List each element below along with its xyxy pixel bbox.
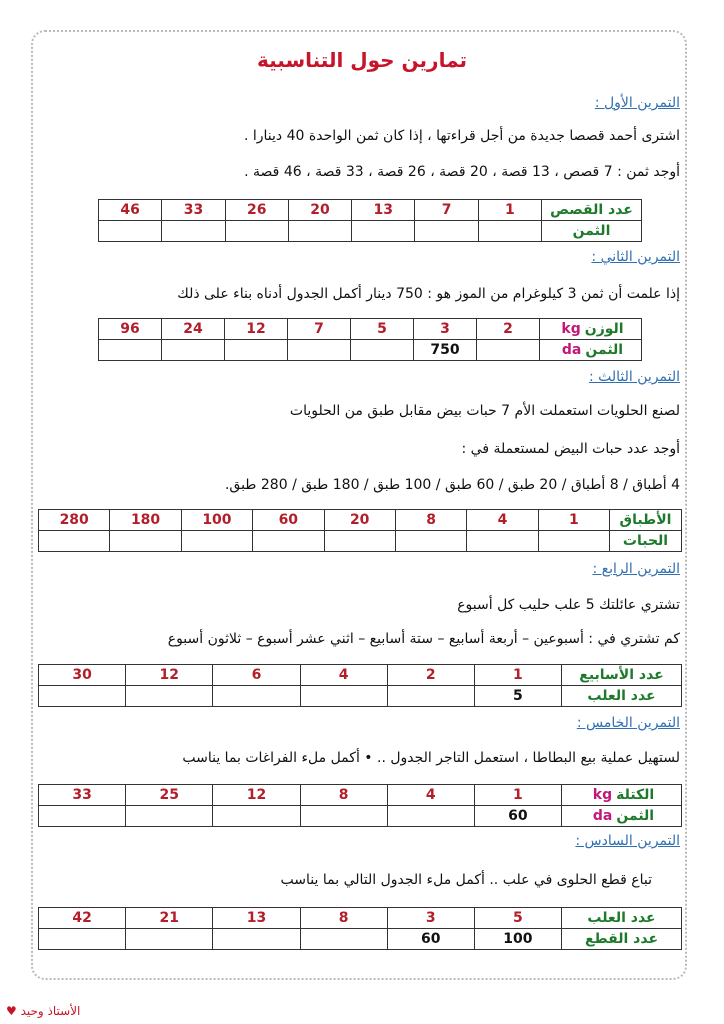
- table-cell: 1: [538, 510, 609, 531]
- exercise-4-heading: التمرين الرابع :: [592, 561, 680, 577]
- table-cell: 2: [387, 665, 474, 686]
- unit-label: da: [561, 342, 582, 358]
- table-cell: 100: [474, 929, 561, 950]
- teacher-signature: الأستاذ وحيد ♥: [6, 1004, 81, 1018]
- table-row: [39, 510, 682, 531]
- exercise-3-text-1: لصنع الحلويات استعملت الأم 7 حبات بيض مقابل طبق من الحلويات: [289, 403, 680, 419]
- table-cell: 12: [213, 785, 300, 806]
- exercise-1-heading: التمرين الأول :: [594, 95, 680, 111]
- table-cell: 25: [126, 785, 213, 806]
- unit-label: da: [592, 808, 613, 824]
- table-cell: 1: [474, 785, 561, 806]
- table-cell: 12: [225, 319, 288, 340]
- table-cell[interactable]: [351, 340, 414, 361]
- table-row: [99, 200, 642, 221]
- table-cell: 20: [324, 510, 395, 531]
- row-label: [562, 806, 682, 827]
- table-cell: 1: [474, 665, 561, 686]
- unit-label: kg: [592, 787, 613, 803]
- table-cell: 6: [213, 665, 300, 686]
- table-row: [39, 785, 682, 806]
- table-row: [39, 929, 682, 950]
- table-cell[interactable]: [477, 340, 540, 361]
- table-cell[interactable]: [288, 221, 351, 242]
- row-label: [562, 665, 682, 686]
- table-cell: 30: [39, 665, 126, 686]
- exercise-3-heading: التمرين الثالث :: [588, 369, 680, 385]
- row-label-text: عدد العلب: [587, 688, 656, 704]
- table-cell: 100: [181, 510, 252, 531]
- table-cell[interactable]: [99, 340, 162, 361]
- table-cell[interactable]: [352, 221, 415, 242]
- table-cell: 8: [300, 908, 387, 929]
- table-cell[interactable]: [126, 686, 213, 707]
- exercise-6-table: [38, 907, 682, 950]
- exercise-3-text-3: 4 أطباق / 8 أطباق / 20 طبق / 60 طبق / 100 طبق / 180 طبق / 280 طبق.: [224, 477, 680, 493]
- table-cell: 96: [99, 319, 162, 340]
- row-label-text: عدد الأسابيع: [579, 667, 664, 683]
- table-cell[interactable]: [288, 340, 351, 361]
- table-cell: 5: [351, 319, 414, 340]
- table-cell[interactable]: [300, 686, 387, 707]
- table-cell[interactable]: [126, 929, 213, 950]
- table-cell[interactable]: [395, 531, 466, 552]
- table-cell[interactable]: [162, 340, 225, 361]
- table-cell: 4: [467, 510, 538, 531]
- row-label: [562, 929, 682, 950]
- row-label-text: عدد القصص: [550, 202, 633, 218]
- table-cell: 7: [288, 319, 351, 340]
- exercise-1-table: [98, 199, 642, 242]
- table-cell: 60: [387, 929, 474, 950]
- table-cell[interactable]: [387, 806, 474, 827]
- table-cell: 180: [110, 510, 181, 531]
- table-cell: 33: [39, 785, 126, 806]
- exercise-1-text-2: أوجد ثمن : 7 قصص ، 13 قصة ، 20 قصة ، 26 قصة ، 33 قصة ، 46 قصة .: [244, 164, 680, 180]
- table-cell[interactable]: [99, 221, 162, 242]
- table-cell[interactable]: [39, 686, 126, 707]
- table-row: [99, 319, 642, 340]
- row-label-text: عدد العلب: [587, 910, 656, 926]
- row-label: [562, 686, 682, 707]
- table-cell: 5: [474, 908, 561, 929]
- exercise-6-text-1: تباع قطع الحلوى في علب .. أكمل ملء الجدول التالي بما يناسب: [280, 872, 652, 888]
- exercise-6-heading: التمرين السادس :: [575, 833, 680, 849]
- exercise-5-table: [38, 784, 682, 827]
- table-cell: 8: [300, 785, 387, 806]
- table-cell[interactable]: [478, 221, 541, 242]
- exercise-2-heading: التمرين الثاني :: [591, 249, 680, 265]
- table-cell[interactable]: [253, 531, 324, 552]
- table-cell[interactable]: [300, 806, 387, 827]
- table-cell: 42: [39, 908, 126, 929]
- table-cell: 4: [387, 785, 474, 806]
- table-cell[interactable]: [300, 929, 387, 950]
- table-cell: 3: [414, 319, 477, 340]
- table-cell[interactable]: [126, 806, 213, 827]
- table-cell: 13: [213, 908, 300, 929]
- table-cell: 8: [395, 510, 466, 531]
- table-cell[interactable]: [213, 686, 300, 707]
- row-label: [562, 785, 682, 806]
- page-title: تمارين حول التناسبية: [256, 48, 467, 72]
- row-label: [540, 319, 642, 340]
- row-label-text: الوزن: [584, 321, 624, 337]
- row-label: [562, 908, 682, 929]
- table-cell: 12: [126, 665, 213, 686]
- table-cell[interactable]: [467, 531, 538, 552]
- table-cell: 21: [126, 908, 213, 929]
- exercise-2-text-1: إذا علمت أن ثمن 3 كيلوغرام من الموز هو : 750 دينار أكمل الجدول أدناه بناء على ذلك: [177, 286, 680, 302]
- table-cell[interactable]: [538, 531, 609, 552]
- row-label: [542, 200, 642, 221]
- table-cell: 20: [288, 200, 351, 221]
- table-row: [99, 340, 642, 361]
- row-label-text: الثمن: [585, 342, 624, 358]
- table-cell: 3: [387, 908, 474, 929]
- table-cell: 2: [477, 319, 540, 340]
- table-row: [39, 908, 682, 929]
- row-label-text: الكتلة: [616, 787, 655, 803]
- table-cell[interactable]: [39, 531, 110, 552]
- table-row: [39, 665, 682, 686]
- table-row: [39, 806, 682, 827]
- table-cell: 280: [39, 510, 110, 531]
- table-cell: 750: [414, 340, 477, 361]
- table-cell: 46: [99, 200, 162, 221]
- table-cell[interactable]: [213, 806, 300, 827]
- table-cell[interactable]: [387, 686, 474, 707]
- exercise-4-text-2: كم تشتري في : أسبوعين – أربعة أسابيع – ستة أسابيع – اثني عشر أسبوع – ثلاثون أسبوع: [167, 631, 680, 647]
- row-label: [542, 221, 642, 242]
- table-cell[interactable]: [181, 531, 252, 552]
- exercise-4-text-1: تشتري عائلتك 5 علب حليب كل أسبوع: [457, 597, 680, 613]
- unit-label: kg: [561, 321, 581, 337]
- row-label: [610, 510, 682, 531]
- row-label-text: الأطباق: [619, 512, 672, 528]
- table-cell: 33: [162, 200, 225, 221]
- exercise-1-text-1: اشترى أحمد قصصا جديدة من أجل قراءتها ، إذا كان ثمن الواحدة 40 دينارا .: [243, 128, 680, 144]
- table-cell: 4: [300, 665, 387, 686]
- exercise-2-table: [98, 318, 642, 361]
- table-cell[interactable]: [213, 929, 300, 950]
- exercise-4-table: [38, 664, 682, 707]
- row-label: [540, 340, 642, 361]
- table-cell[interactable]: [324, 531, 395, 552]
- table-cell: 60: [253, 510, 324, 531]
- table-cell: 7: [415, 200, 478, 221]
- row-label-text: الحبات: [622, 533, 669, 549]
- table-cell[interactable]: [110, 531, 181, 552]
- table-row: [39, 531, 682, 552]
- table-cell[interactable]: [39, 929, 126, 950]
- table-cell: 13: [352, 200, 415, 221]
- table-cell: 1: [478, 200, 541, 221]
- row-label-text: الثمن: [572, 223, 611, 239]
- table-cell: 5: [474, 686, 561, 707]
- table-cell[interactable]: [162, 221, 225, 242]
- exercise-3-text-2: أوجد عدد حبات البيض لمستعملة في :: [461, 441, 680, 457]
- table-row: [99, 221, 642, 242]
- exercise-5-heading: التمرين الخامس :: [576, 715, 680, 731]
- table-cell[interactable]: [225, 221, 288, 242]
- table-cell: 24: [162, 319, 225, 340]
- table-cell: 26: [225, 200, 288, 221]
- row-label-text: عدد القطع: [584, 931, 659, 947]
- table-cell[interactable]: [415, 221, 478, 242]
- row-label: [610, 531, 682, 552]
- table-cell[interactable]: [39, 806, 126, 827]
- table-row: [39, 686, 682, 707]
- table-cell: 60: [474, 806, 561, 827]
- exercise-3-table: [38, 509, 682, 552]
- exercise-5-text-1: لستهيل عملية بيع البطاطا ، استعمل التاجر الجدول .. • أكمل ملء الفراغات بما يناسب: [182, 750, 680, 766]
- table-cell[interactable]: [225, 340, 288, 361]
- row-label-text: الثمن: [616, 808, 655, 824]
